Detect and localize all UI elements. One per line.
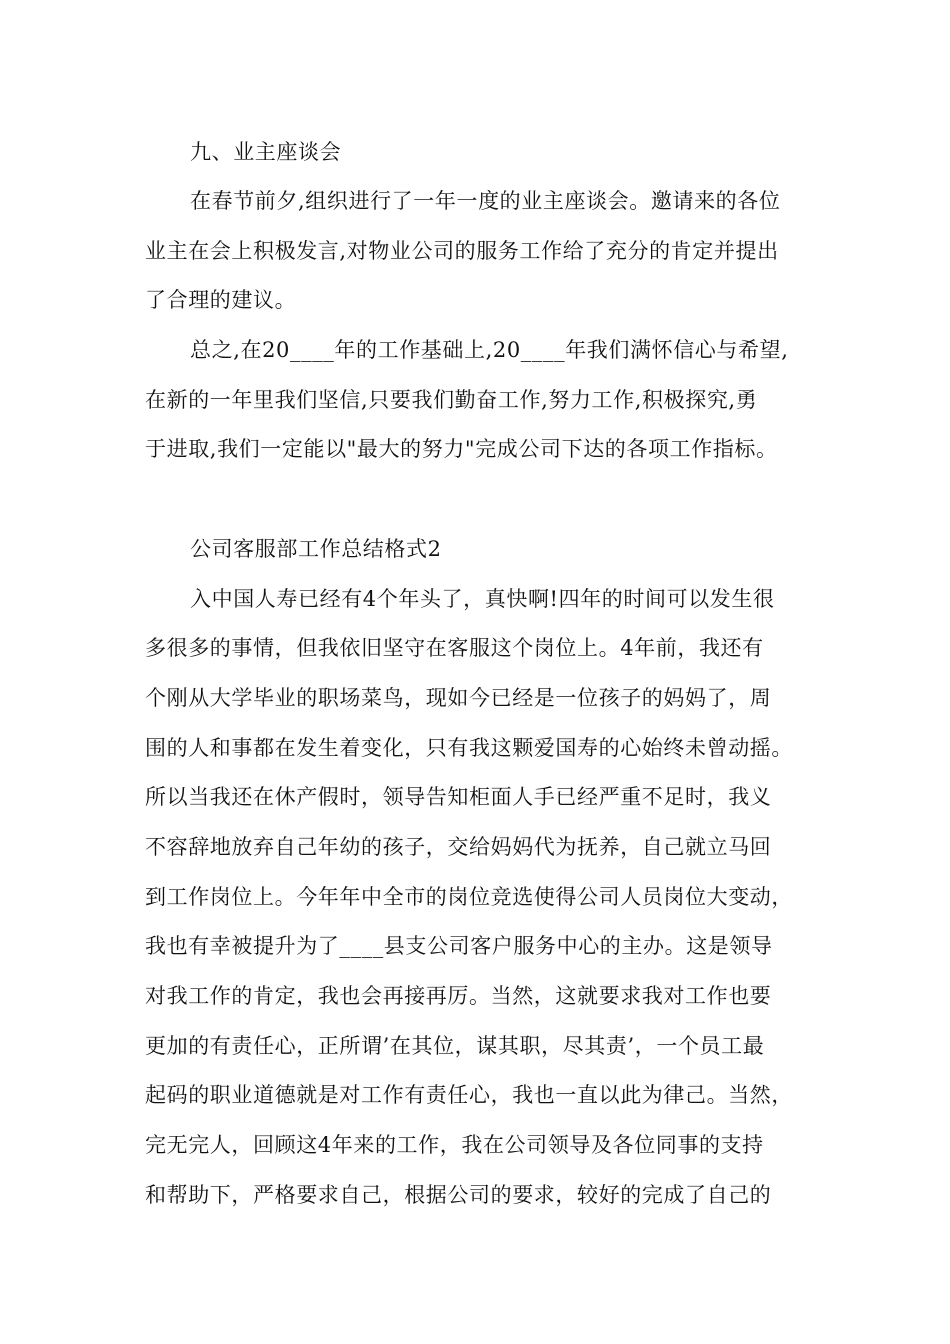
paragraph-line: 个刚从大学毕业的职场菜鸟，现如今已经是一位孩子的妈妈了，周	[145, 686, 772, 710]
paragraph-line: 所以当我还在休产假时，领导告知柜面人手已经严重不足时，我义	[145, 785, 772, 809]
paragraph-line: 更加的有责任心，正所谓’在其位，谋其职，尽其责’，一个员工最	[145, 1034, 765, 1058]
section-heading-owner-meeting: 九、业主座谈会	[190, 140, 342, 164]
paragraph-line: 业主在会上积极发言,对物业公司的服务工作给了充分的肯定并提出	[145, 239, 779, 263]
paragraph-line: 围的人和事都在发生着变化，只有我这颗爱国寿的心始终未曾动摇。	[145, 736, 793, 760]
paragraph-line: 了合理的建议。	[145, 288, 297, 312]
paragraph-line: 和帮助下，严格要求自己，根据公司的要求，较好的完成了自己的	[145, 1183, 772, 1207]
paragraph-line: 不容辞地放弃自己年幼的孩子，交给妈妈代为抚养，自己就立马回	[145, 835, 772, 859]
paragraph-line: 起码的职业道德就是对工作有责任心，我也一直以此为律己。当然，	[145, 1083, 793, 1107]
paragraph-line: 我也有幸被提升为了____县支公司客户服务中心的主办。这是领导	[145, 934, 773, 958]
paragraph-line: 入中国人寿已经有4个年头了，真快啊!四年的时间可以发生很	[190, 587, 775, 611]
paragraph-line: 到工作岗位上。今年年中全市的岗位竞选使得公司人员岗位大变动，	[145, 885, 793, 909]
paragraph-line: 完无完人，回顾这4年来的工作，我在公司领导及各位同事的支持	[145, 1133, 764, 1157]
section-heading-summary-format: 公司客服部工作总结格式2	[190, 537, 442, 561]
paragraph-line: 在春节前夕,组织进行了一年一度的业主座谈会。邀请来的各位	[190, 189, 781, 213]
paragraph-line: 总之,在20____年的工作基础上,20____年我们满怀信心与希望,	[190, 338, 789, 362]
paragraph-line: 于进取,我们一定能以"最大的努力"完成公司下达的各项工作指标。	[145, 437, 778, 461]
paragraph-line: 多很多的事情，但我依旧坚守在客服这个岗位上。4年前，我还有	[145, 636, 764, 660]
paragraph-line: 对我工作的肯定，我也会再接再厉。当然，这就要求我对工作也要	[145, 984, 772, 1008]
paragraph-line: 在新的一年里我们坚信,只要我们勤奋工作,努力工作,积极探究,勇	[145, 388, 758, 412]
